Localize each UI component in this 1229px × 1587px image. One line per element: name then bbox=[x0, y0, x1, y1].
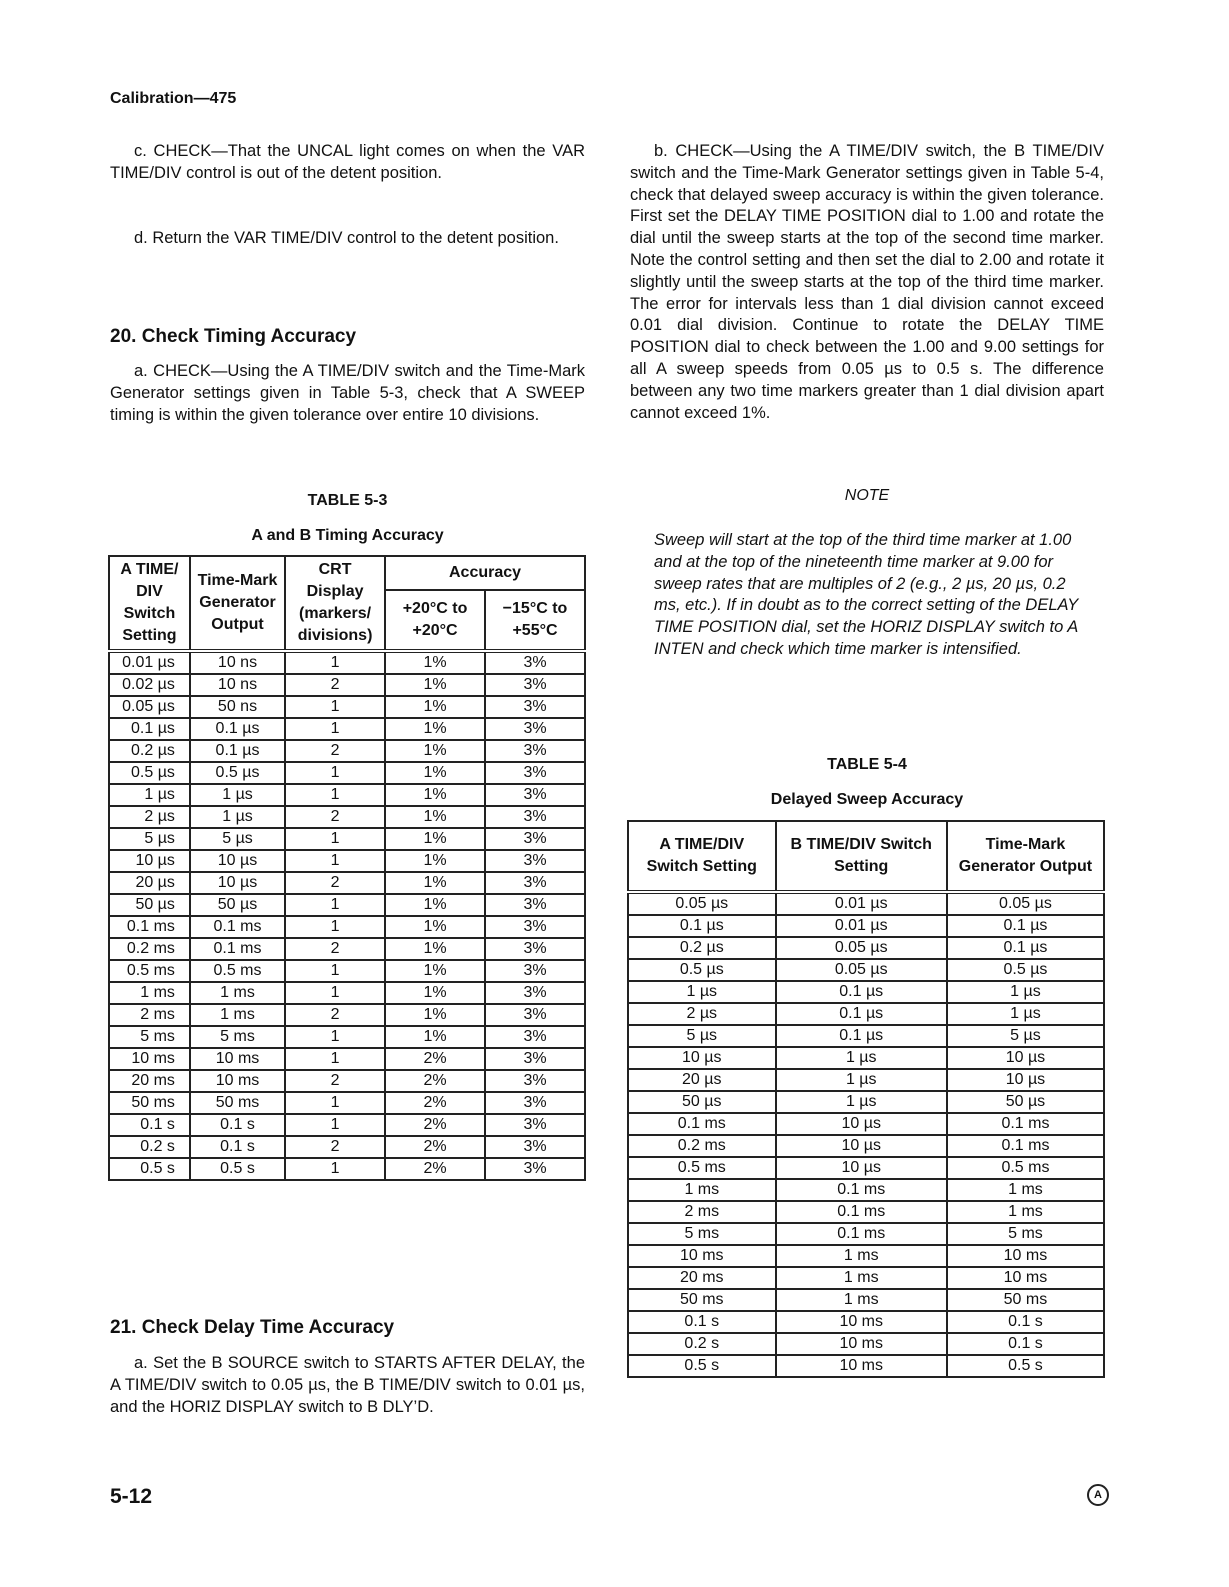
table-cell: 1 µs bbox=[947, 981, 1104, 1003]
table-cell: 3% bbox=[485, 828, 585, 850]
table-cell: 2% bbox=[385, 1114, 485, 1136]
section-20-step-a bbox=[110, 361, 585, 426]
table-cell: 10 µs bbox=[776, 1157, 947, 1179]
table-cell: 5 ms bbox=[947, 1223, 1104, 1245]
table-cell: 1% bbox=[385, 894, 485, 916]
table-cell: 10 ms bbox=[628, 1245, 776, 1267]
table-cell: 0.01 µs bbox=[776, 892, 947, 915]
table-5-4 bbox=[627, 820, 1105, 1378]
table-cell: 1% bbox=[385, 696, 485, 718]
table-row bbox=[628, 1267, 1104, 1289]
table-cell: 0.05 µs bbox=[776, 937, 947, 959]
t53-header-time-mark: Time-Mark Generator Output bbox=[190, 556, 285, 651]
table-row bbox=[109, 1114, 585, 1136]
table-cell: 1 ms bbox=[109, 982, 190, 1004]
table-cell: 2 bbox=[285, 1136, 385, 1158]
table-5-3-caption: A and B Timing Accuracy bbox=[251, 527, 444, 544]
table-cell: 5 µs bbox=[628, 1025, 776, 1047]
table-row bbox=[109, 1158, 585, 1180]
table-cell: 10 ms bbox=[947, 1245, 1104, 1267]
table-row bbox=[109, 806, 585, 828]
step-c-text: c. CHECK—That the UNCAL light comes on when the VAR TIME/DIV control is out of the detent position. bbox=[110, 142, 585, 182]
table-row bbox=[109, 982, 585, 1004]
table-cell: 1 µs bbox=[776, 1069, 947, 1091]
table-cell: 0.5 µs bbox=[190, 762, 285, 784]
table-cell: 10 µs bbox=[190, 850, 285, 872]
table-cell: 0.1 µs bbox=[776, 981, 947, 1003]
table-cell: 50 ms bbox=[628, 1289, 776, 1311]
section-20-step-a-text: a. CHECK—Using the A TIME/DIV switch and the Time-Mark Generator settings given in Table 5-3, check that A SWEEP timing is within the given tolerance over entire 10 divisions. bbox=[110, 362, 585, 424]
table-cell: 2 ms bbox=[109, 1004, 190, 1026]
table-row bbox=[628, 1355, 1104, 1377]
table-cell: 1 bbox=[285, 916, 385, 938]
section-21-step-a bbox=[110, 1353, 585, 1418]
table-cell: 3% bbox=[485, 674, 585, 696]
revision-mark: A bbox=[1087, 1484, 1109, 1506]
table-cell: 1% bbox=[385, 762, 485, 784]
table-cell: 3% bbox=[485, 784, 585, 806]
table-cell: 0.2 s bbox=[109, 1136, 190, 1158]
table-cell: 1 bbox=[285, 762, 385, 784]
table-cell: 3% bbox=[485, 894, 585, 916]
table-row bbox=[628, 1025, 1104, 1047]
table-cell: 5 ms bbox=[190, 1026, 285, 1048]
table-cell: 0.1 s bbox=[628, 1311, 776, 1333]
table-cell: 0.05 µs bbox=[947, 892, 1104, 915]
table-row bbox=[109, 1092, 585, 1114]
table-cell: 0.1 s bbox=[190, 1136, 285, 1158]
table-cell: 2% bbox=[385, 1048, 485, 1070]
table-cell: 2% bbox=[385, 1070, 485, 1092]
table-cell: 2% bbox=[385, 1092, 485, 1114]
table-cell: 1% bbox=[385, 718, 485, 740]
table-cell: 0.1 ms bbox=[776, 1201, 947, 1223]
table-cell: 3% bbox=[485, 1158, 585, 1180]
table-cell: 50 ms bbox=[947, 1289, 1104, 1311]
table-cell: 0.2 ms bbox=[628, 1135, 776, 1157]
table-cell: 3% bbox=[485, 960, 585, 982]
table-cell: 10 µs bbox=[109, 850, 190, 872]
table-cell: 3% bbox=[485, 651, 585, 674]
table-cell: 20 ms bbox=[628, 1267, 776, 1289]
table-row bbox=[109, 651, 585, 674]
table-5-4-caption: Delayed Sweep Accuracy bbox=[770, 791, 964, 808]
table-cell: 20 µs bbox=[628, 1069, 776, 1091]
table-row bbox=[628, 1179, 1104, 1201]
table-cell: 10 ms bbox=[776, 1311, 947, 1333]
table-cell: 1 bbox=[285, 718, 385, 740]
table-cell: 1% bbox=[385, 828, 485, 850]
table-row bbox=[109, 916, 585, 938]
table-cell: 5 ms bbox=[109, 1026, 190, 1048]
table-cell: 1 ms bbox=[776, 1289, 947, 1311]
table-cell: 3% bbox=[485, 1048, 585, 1070]
table-cell: 20 µs bbox=[109, 872, 190, 894]
table-cell: 0.5 ms bbox=[190, 960, 285, 982]
table-cell: 0.05 µs bbox=[776, 959, 947, 981]
table-cell: 0.5 µs bbox=[628, 959, 776, 981]
table-cell: 10 µs bbox=[628, 1047, 776, 1069]
table-cell: 1 µs bbox=[190, 784, 285, 806]
table-cell: 0.5 s bbox=[947, 1355, 1104, 1377]
note-title: NOTE bbox=[844, 487, 890, 504]
t54-header-time-mark: Time-Mark Generator Output bbox=[947, 821, 1104, 892]
step-b-text: b. CHECK—Using the A TIME/DIV switch, the B TIME/DIV switch and the Time-Mark Generator settings given in Table 5-4, check that delayed sweep accuracy is within the given tolerance. First set the DELAY TIME POSITION dial to 1.00 and rotate the dial until the sweep starts at the top of the second time marker. Note the control setting and then set the dial to 2.00 and rotate it slightly until the sweep starts at the top of the third time marker. The error for intervals less than 1 dial division cannot exceed 0.01 dial division. Continue to rotate the DELAY TIME POSITION dial to check between the 1.00 and 9.00 settings for all A sweep speeds from 0.05 µs to 0.5 s. The difference between any two time markers greater than 1 dial division apart cannot exceed 1%. bbox=[630, 142, 1104, 422]
table-cell: 2 bbox=[285, 674, 385, 696]
table-cell: 1 bbox=[285, 1026, 385, 1048]
table-row bbox=[109, 674, 585, 696]
table-cell: 1 µs bbox=[190, 806, 285, 828]
table-cell: 2 bbox=[285, 938, 385, 960]
table-cell: 0.1 s bbox=[947, 1333, 1104, 1355]
table-5-4-body bbox=[628, 892, 1104, 1377]
table-row bbox=[628, 1223, 1104, 1245]
t53-header-accuracy: Accuracy bbox=[385, 556, 585, 590]
table-row bbox=[628, 1333, 1104, 1355]
table-cell: 1 µs bbox=[776, 1047, 947, 1069]
table-cell: 5 µs bbox=[109, 828, 190, 850]
table-cell: 0.1 ms bbox=[628, 1113, 776, 1135]
table-row bbox=[628, 937, 1104, 959]
table-row bbox=[109, 1048, 585, 1070]
table-cell: 1% bbox=[385, 1004, 485, 1026]
table-cell: 1 bbox=[285, 1048, 385, 1070]
table-cell: 1% bbox=[385, 784, 485, 806]
table-cell: 1 ms bbox=[947, 1201, 1104, 1223]
table-cell: 1 µs bbox=[947, 1003, 1104, 1025]
table-row bbox=[109, 696, 585, 718]
step-d-paragraph bbox=[110, 228, 585, 250]
table-cell: 3% bbox=[485, 916, 585, 938]
table-row bbox=[628, 915, 1104, 937]
table-row bbox=[628, 1245, 1104, 1267]
table-cell: 1% bbox=[385, 960, 485, 982]
table-row bbox=[628, 892, 1104, 915]
table-cell: 1 ms bbox=[190, 1004, 285, 1026]
table-cell: 0.1 ms bbox=[947, 1135, 1104, 1157]
table-cell: 3% bbox=[485, 938, 585, 960]
table-row bbox=[109, 784, 585, 806]
table-cell: 2 ms bbox=[628, 1201, 776, 1223]
table-cell: 1 bbox=[285, 784, 385, 806]
table-cell: 0.5 µs bbox=[109, 762, 190, 784]
step-d-text: d. Return the VAR TIME/DIV control to the detent position. bbox=[134, 229, 559, 247]
table-5-3-label: TABLE 5-3 bbox=[307, 492, 388, 509]
table-cell: 3% bbox=[485, 718, 585, 740]
table-cell: 0.5 ms bbox=[947, 1157, 1104, 1179]
table-cell: 0.1 µs bbox=[190, 718, 285, 740]
table-cell: 3% bbox=[485, 982, 585, 1004]
table-cell: 0.1 µs bbox=[947, 937, 1104, 959]
table-cell: 3% bbox=[485, 696, 585, 718]
table-cell: 1 bbox=[285, 651, 385, 674]
table-cell: 1 µs bbox=[776, 1091, 947, 1113]
table-row bbox=[109, 960, 585, 982]
table-cell: 1% bbox=[385, 916, 485, 938]
table-cell: 1 bbox=[285, 1092, 385, 1114]
table-cell: 2 µs bbox=[109, 806, 190, 828]
table-cell: 50 ms bbox=[109, 1092, 190, 1114]
table-cell: 0.1 ms bbox=[776, 1223, 947, 1245]
table-cell: 50 µs bbox=[628, 1091, 776, 1113]
t53-header-a-time-div: A TIME/ DIV Switch Setting bbox=[109, 556, 190, 651]
table-cell: 50 µs bbox=[947, 1091, 1104, 1113]
table-5-3 bbox=[108, 555, 586, 1181]
table-cell: 0.1 ms bbox=[190, 938, 285, 960]
table-cell: 0.5 s bbox=[109, 1158, 190, 1180]
table-cell: 0.5 ms bbox=[109, 960, 190, 982]
table-row bbox=[109, 872, 585, 894]
table-cell: 1 bbox=[285, 1114, 385, 1136]
table-cell: 0.1 µs bbox=[628, 915, 776, 937]
table-row bbox=[109, 828, 585, 850]
table-cell: 50 ms bbox=[190, 1092, 285, 1114]
step-c-paragraph bbox=[110, 141, 585, 185]
table-cell: 2 bbox=[285, 806, 385, 828]
table-cell: 10 ms bbox=[776, 1333, 947, 1355]
table-cell: 0.05 µs bbox=[109, 696, 190, 718]
table-row bbox=[628, 959, 1104, 981]
t53-header-acc-2: −15°C to +55°C bbox=[485, 590, 585, 651]
table-cell: 1% bbox=[385, 1026, 485, 1048]
t53-header-acc-1: +20°C to +20°C bbox=[385, 590, 485, 651]
table-cell: 0.02 µs bbox=[109, 674, 190, 696]
table-cell: 0.1 ms bbox=[109, 916, 190, 938]
table-cell: 1 ms bbox=[190, 982, 285, 1004]
table-cell: 2 bbox=[285, 1004, 385, 1026]
table-cell: 0.5 µs bbox=[947, 959, 1104, 981]
table-cell: 10 µs bbox=[776, 1135, 947, 1157]
table-cell: 0.5 s bbox=[190, 1158, 285, 1180]
table-cell: 1% bbox=[385, 982, 485, 1004]
table-cell: 3% bbox=[485, 1136, 585, 1158]
table-cell: 1% bbox=[385, 651, 485, 674]
table-cell: 50 µs bbox=[190, 894, 285, 916]
table-cell: 5 ms bbox=[628, 1223, 776, 1245]
table-cell: 3% bbox=[485, 806, 585, 828]
table-cell: 1% bbox=[385, 850, 485, 872]
section-20-title: 20. Check Timing Accuracy bbox=[110, 326, 357, 347]
table-cell: 0.1 ms bbox=[776, 1179, 947, 1201]
table-cell: 0.1 µs bbox=[776, 1025, 947, 1047]
table-cell: 3% bbox=[485, 1026, 585, 1048]
table-cell: 2% bbox=[385, 1136, 485, 1158]
table-cell: 1 bbox=[285, 696, 385, 718]
table-cell: 0.01 µs bbox=[776, 915, 947, 937]
table-cell: 0.1 ms bbox=[947, 1113, 1104, 1135]
table-cell: 3% bbox=[485, 740, 585, 762]
table-cell: 10 µs bbox=[947, 1047, 1104, 1069]
table-cell: 1% bbox=[385, 872, 485, 894]
t54-header-b-time-div: B TIME/DIV Switch Setting bbox=[776, 821, 947, 892]
table-row bbox=[109, 1136, 585, 1158]
table-cell: 1 µs bbox=[109, 784, 190, 806]
table-cell: 10 ms bbox=[190, 1048, 285, 1070]
table-row bbox=[628, 1311, 1104, 1333]
table-cell: 10 ms bbox=[190, 1070, 285, 1092]
table-cell: 10 µs bbox=[776, 1113, 947, 1135]
table-cell: 2 bbox=[285, 872, 385, 894]
table-row bbox=[628, 981, 1104, 1003]
table-cell: 1% bbox=[385, 674, 485, 696]
step-b-paragraph bbox=[630, 141, 1104, 424]
table-row bbox=[109, 938, 585, 960]
table-cell: 1% bbox=[385, 806, 485, 828]
table-cell: 0.2 s bbox=[628, 1333, 776, 1355]
table-cell: 1 bbox=[285, 850, 385, 872]
table-cell: 2 bbox=[285, 740, 385, 762]
table-cell: 0.05 µs bbox=[628, 892, 776, 915]
table-cell: 5 µs bbox=[947, 1025, 1104, 1047]
table-row bbox=[109, 894, 585, 916]
table-row bbox=[628, 1069, 1104, 1091]
table-cell: 1 µs bbox=[628, 981, 776, 1003]
table-cell: 1% bbox=[385, 740, 485, 762]
table-cell: 0.5 s bbox=[628, 1355, 776, 1377]
table-cell: 1 bbox=[285, 960, 385, 982]
table-cell: 1 ms bbox=[776, 1267, 947, 1289]
table-cell: 0.01 µs bbox=[109, 651, 190, 674]
table-row bbox=[109, 718, 585, 740]
table-row bbox=[109, 740, 585, 762]
table-cell: 50 ns bbox=[190, 696, 285, 718]
table-cell: 20 ms bbox=[109, 1070, 190, 1092]
table-cell: 3% bbox=[485, 850, 585, 872]
table-row bbox=[628, 1201, 1104, 1223]
table-cell: 3% bbox=[485, 1004, 585, 1026]
note-body: Sweep will start at the top of the third time marker at 1.00 and at the top of the nineteenth time marker at 9.00 for sweep rates that are multiples of 2 (e.g., 2 µs, 20 µs, 0.2 ms, etc.). If in doubt as to the correct setting of the DELAY TIME POSITION dial, set the HORIZ DISPLAY switch to A INTEN and check which time marker is intensified. bbox=[654, 531, 1079, 658]
table-cell: 0.2 ms bbox=[109, 938, 190, 960]
t53-header-crt: CRT Display (markers/ divisions) bbox=[285, 556, 385, 651]
table-row bbox=[628, 1113, 1104, 1135]
table-cell: 1 bbox=[285, 1158, 385, 1180]
table-row bbox=[628, 1003, 1104, 1025]
table-cell: 10 ms bbox=[947, 1267, 1104, 1289]
table-cell: 0.1 s bbox=[109, 1114, 190, 1136]
table-cell: 3% bbox=[485, 872, 585, 894]
table-cell: 1 bbox=[285, 982, 385, 1004]
page-number: 5-12 bbox=[110, 1485, 153, 1508]
table-cell: 10 ns bbox=[190, 674, 285, 696]
table-row bbox=[628, 1135, 1104, 1157]
table-cell: 3% bbox=[485, 1092, 585, 1114]
table-cell: 0.2 µs bbox=[628, 937, 776, 959]
table-cell: 0.1 µs bbox=[776, 1003, 947, 1025]
table-cell: 1% bbox=[385, 938, 485, 960]
table-cell: 3% bbox=[485, 1114, 585, 1136]
t54-header-a-time-div: A TIME/DIV Switch Setting bbox=[628, 821, 776, 892]
table-row bbox=[109, 850, 585, 872]
table-cell: 0.1 s bbox=[190, 1114, 285, 1136]
table-cell: 2% bbox=[385, 1158, 485, 1180]
table-cell: 10 ms bbox=[776, 1355, 947, 1377]
table-row bbox=[628, 1047, 1104, 1069]
table-5-3-body bbox=[109, 651, 585, 1180]
table-row bbox=[628, 1157, 1104, 1179]
table-row bbox=[109, 1026, 585, 1048]
table-cell: 1 bbox=[285, 828, 385, 850]
table-cell: 2 bbox=[285, 1070, 385, 1092]
table-5-4-label: TABLE 5-4 bbox=[827, 756, 907, 773]
table-row bbox=[109, 762, 585, 784]
table-cell: 0.2 µs bbox=[109, 740, 190, 762]
table-cell: 10 ns bbox=[190, 651, 285, 674]
table-cell: 0.5 ms bbox=[628, 1157, 776, 1179]
running-header: Calibration—475 bbox=[110, 90, 237, 107]
table-cell: 3% bbox=[485, 762, 585, 784]
table-cell: 0.1 µs bbox=[947, 915, 1104, 937]
table-cell: 0.1 µs bbox=[190, 740, 285, 762]
table-cell: 0.1 s bbox=[947, 1311, 1104, 1333]
table-cell: 50 µs bbox=[109, 894, 190, 916]
table-cell: 3% bbox=[485, 1070, 585, 1092]
table-row bbox=[109, 1004, 585, 1026]
table-cell: 10 ms bbox=[109, 1048, 190, 1070]
table-cell: 0.1 ms bbox=[190, 916, 285, 938]
table-cell: 2 µs bbox=[628, 1003, 776, 1025]
table-row bbox=[628, 1289, 1104, 1311]
table-cell: 1 ms bbox=[947, 1179, 1104, 1201]
table-row bbox=[628, 1091, 1104, 1113]
section-21-step-a-text: a. Set the B SOURCE switch to STARTS AFTER DELAY, the A TIME/DIV switch to 0.05 µs, the B TIME/DIV switch to 0.01 µs, and the HORIZ DISPLAY switch to B DLY’D. bbox=[110, 1354, 585, 1416]
table-cell: 1 ms bbox=[776, 1245, 947, 1267]
table-cell: 1 bbox=[285, 894, 385, 916]
table-cell: 10 µs bbox=[947, 1069, 1104, 1091]
table-row bbox=[109, 1070, 585, 1092]
section-21-title: 21. Check Delay Time Accuracy bbox=[110, 1317, 395, 1338]
table-cell: 1 ms bbox=[628, 1179, 776, 1201]
table-cell: 10 µs bbox=[190, 872, 285, 894]
table-cell: 0.1 µs bbox=[109, 718, 190, 740]
table-cell: 5 µs bbox=[190, 828, 285, 850]
